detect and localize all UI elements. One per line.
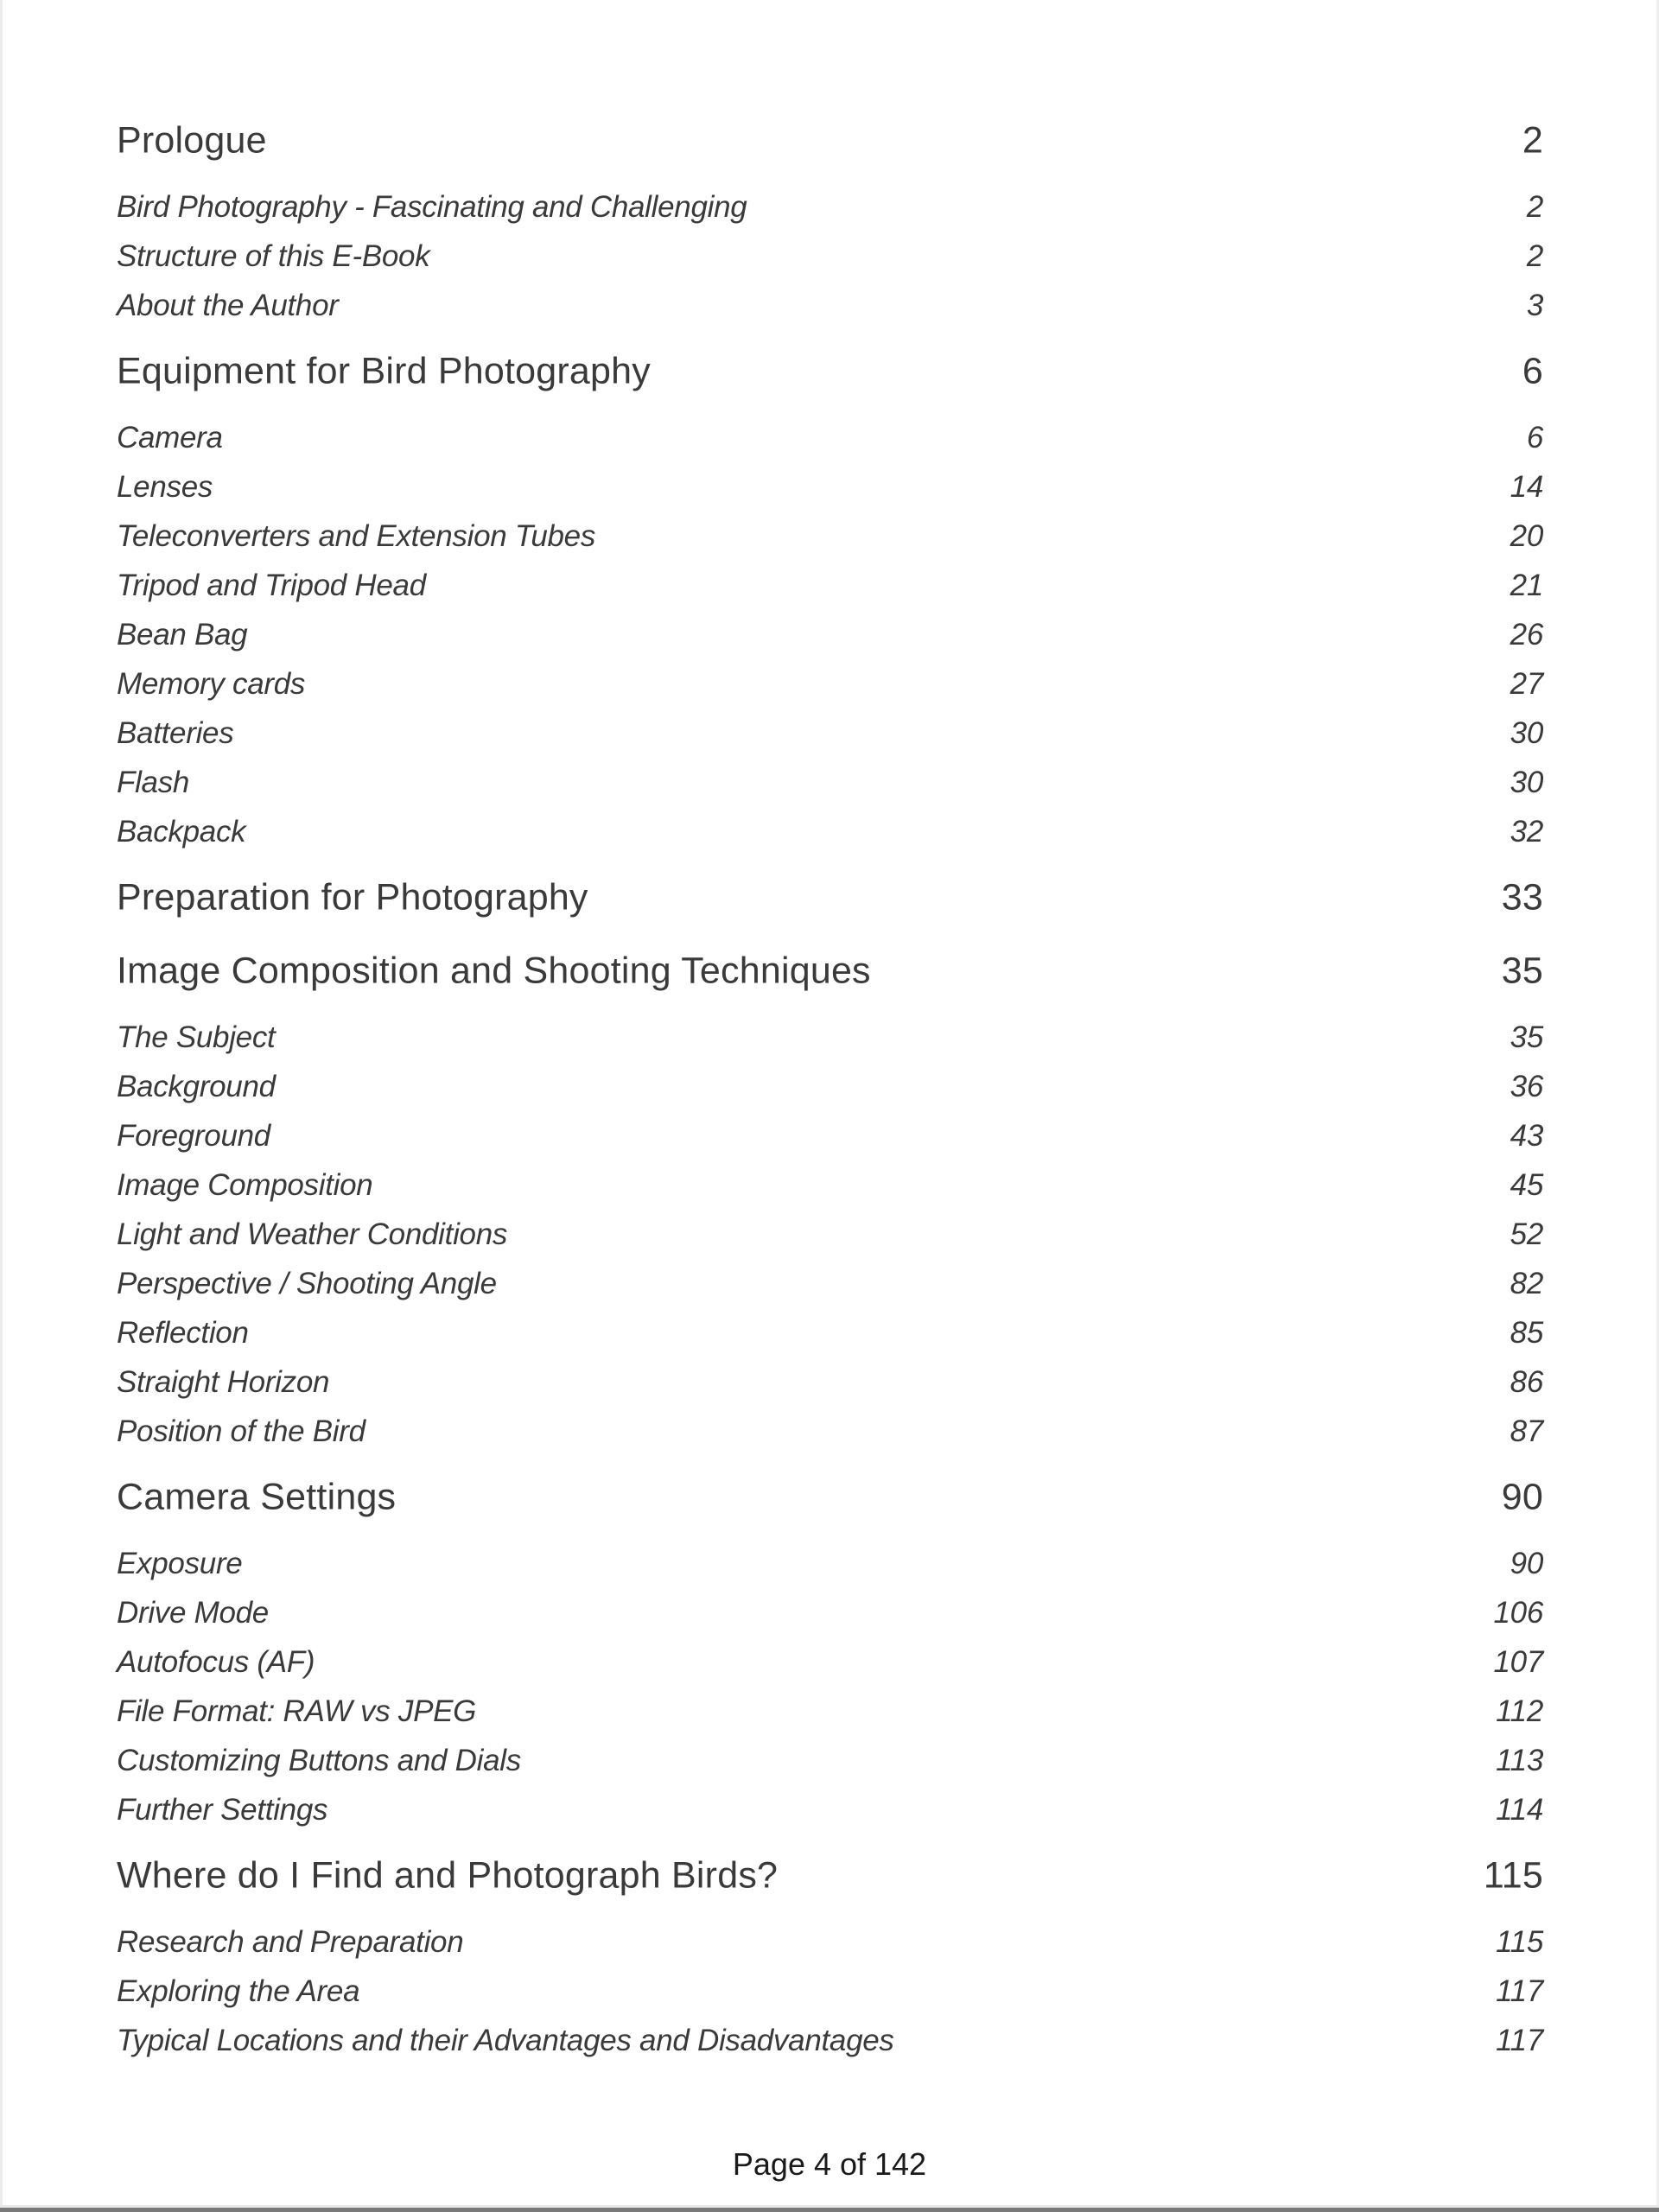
- toc-section-entry[interactable]: [117, 2024, 1543, 2058]
- toc-entry-page-number: 32: [1510, 815, 1543, 849]
- toc-section-entry[interactable]: [117, 569, 1543, 603]
- page-left-edge: [0, 0, 3, 2212]
- toc-entry-page-number: 26: [1510, 618, 1543, 652]
- toc-entry-title: Lenses: [117, 470, 213, 504]
- toc-entry-title: Reflection: [117, 1316, 249, 1350]
- toc-section-entry[interactable]: [117, 1925, 1543, 1960]
- toc-entry-page-number: 115: [1496, 1925, 1543, 1959]
- toc-entry-title: Foreground: [117, 1119, 270, 1153]
- toc-section-entry[interactable]: [117, 716, 1543, 751]
- toc-section-entry[interactable]: [117, 1316, 1543, 1351]
- toc-entry-page-number: 36: [1510, 1070, 1543, 1103]
- page-indicator: Page 4 of 142: [732, 2146, 927, 2182]
- toc-section-entry[interactable]: [117, 421, 1543, 455]
- toc-section-entry[interactable]: [117, 1414, 1543, 1449]
- toc-section-entry[interactable]: [117, 1267, 1543, 1301]
- toc-entry-page-number: 2: [1526, 190, 1543, 224]
- toc-entry-title: Camera: [117, 421, 223, 454]
- toc-section-entry[interactable]: [117, 618, 1543, 652]
- toc-entry-page-number: 35: [1501, 950, 1543, 992]
- toc-entry-page-number: 115: [1483, 1854, 1543, 1897]
- toc-entry-page-number: 30: [1510, 766, 1543, 799]
- toc-entry-page-number: 21: [1510, 569, 1543, 602]
- toc-entry-page-number: 43: [1510, 1119, 1543, 1153]
- toc-chapter-entry[interactable]: [117, 120, 1543, 162]
- toc-entry-page-number: 33: [1501, 876, 1543, 918]
- toc-chapter-entry[interactable]: [117, 877, 1543, 919]
- toc-entry-title: Memory cards: [117, 667, 306, 701]
- toc-section-entry[interactable]: [117, 1645, 1543, 1680]
- toc-entry-title: Image Composition and Shooting Techniques: [117, 950, 871, 992]
- toc-entry-page-number: 82: [1510, 1267, 1543, 1300]
- toc-section-entry[interactable]: [117, 1974, 1543, 2009]
- toc-entry-title: Teleconverters and Extension Tubes: [117, 519, 596, 553]
- toc-entry-title: Bean Bag: [117, 618, 248, 652]
- toc-section-entry[interactable]: [117, 1547, 1543, 1581]
- toc-entry-title: Light and Weather Conditions: [117, 1217, 508, 1251]
- toc-section-entry[interactable]: [117, 667, 1543, 702]
- toc-entry-page-number: 52: [1510, 1217, 1543, 1251]
- toc-entry-page-number: 113: [1496, 1744, 1543, 1777]
- toc-section-entry[interactable]: [117, 1744, 1543, 1778]
- toc-entry-title: Backpack: [117, 815, 246, 849]
- toc-entry-title: Tripod and Tripod Head: [117, 569, 426, 602]
- toc-entry-page-number: 3: [1526, 289, 1543, 322]
- toc-entry-title: Exploring the Area: [117, 1974, 360, 2008]
- toc-entry-title: Bird Photography - Fascinating and Challenging: [117, 190, 747, 224]
- toc-section-entry[interactable]: [117, 766, 1543, 800]
- toc-entry-page-number: 35: [1510, 1020, 1543, 1054]
- toc-entry-title: Perspective / Shooting Angle: [117, 1267, 497, 1300]
- toc-entry-page-number: 45: [1510, 1168, 1543, 1202]
- toc-entry-title: Background: [117, 1070, 276, 1103]
- toc-entry-title: Batteries: [117, 716, 234, 750]
- toc-entry-page-number: 114: [1496, 1793, 1543, 1827]
- toc-entry-page-number: 86: [1510, 1365, 1543, 1399]
- toc-entry-page-number: 112: [1496, 1694, 1543, 1728]
- toc-entry-page-number: 90: [1510, 1547, 1543, 1580]
- toc-section-entry[interactable]: [117, 1168, 1543, 1203]
- toc-entry-page-number: 6: [1522, 350, 1543, 392]
- toc-chapter-entry[interactable]: [117, 1855, 1543, 1897]
- toc-entry-title: Position of the Bird: [117, 1414, 365, 1448]
- toc-section-entry[interactable]: [117, 815, 1543, 849]
- toc-entry-title: Prologue: [117, 119, 267, 162]
- toc-entry-title: Flash: [117, 766, 190, 799]
- toc-section-entry[interactable]: [117, 239, 1543, 274]
- toc-section-entry[interactable]: [117, 1070, 1543, 1104]
- toc-section-entry[interactable]: [117, 190, 1543, 225]
- toc-chapter-entry[interactable]: [117, 950, 1543, 993]
- toc-entry-title: Research and Preparation: [117, 1925, 464, 1959]
- toc-entry-title: About the Author: [117, 289, 339, 322]
- toc-chapter-entry[interactable]: [117, 351, 1543, 393]
- toc-entry-title: Preparation for Photography: [117, 876, 588, 918]
- toc-section-entry[interactable]: [117, 289, 1543, 323]
- toc-section-entry[interactable]: [117, 1020, 1543, 1055]
- toc-entry-page-number: 2: [1522, 119, 1543, 162]
- toc-chapter-entry[interactable]: [117, 1477, 1543, 1519]
- toc-section-entry[interactable]: [117, 1119, 1543, 1154]
- toc-entry-page-number: 14: [1510, 470, 1543, 504]
- toc-entry-page-number: 27: [1510, 667, 1543, 701]
- toc-entry-title: Further Settings: [117, 1793, 328, 1827]
- toc-entry-title: Exposure: [117, 1547, 243, 1580]
- toc-entry-title: Equipment for Bird Photography: [117, 350, 651, 392]
- toc-entry-page-number: 2: [1526, 239, 1543, 273]
- toc-entry-page-number: 117: [1496, 2024, 1543, 2057]
- toc-entry-page-number: 20: [1510, 519, 1543, 553]
- toc-section-entry[interactable]: [117, 470, 1543, 505]
- toc-entry-title: Image Composition: [117, 1168, 373, 1202]
- toc-entry-page-number: 90: [1501, 1476, 1543, 1518]
- toc-entry-title: The Subject: [117, 1020, 276, 1054]
- toc-entry-title: Straight Horizon: [117, 1365, 330, 1399]
- toc-entry-title: File Format: RAW vs JPEG: [117, 1694, 477, 1728]
- toc-entry-title: Camera Settings: [117, 1476, 397, 1518]
- toc-entry-page-number: 6: [1526, 421, 1543, 454]
- bottom-bar: [0, 2208, 1659, 2212]
- toc-entry-page-number: 117: [1496, 1974, 1543, 2008]
- toc-section-entry[interactable]: [117, 1793, 1543, 1827]
- toc-entry-title: Where do I Find and Photograph Birds?: [117, 1854, 779, 1897]
- toc-entry-page-number: 85: [1510, 1316, 1543, 1350]
- toc-entry-page-number: 106: [1493, 1596, 1543, 1630]
- toc-entry-page-number: 107: [1493, 1645, 1543, 1679]
- toc-section-entry[interactable]: [117, 1694, 1543, 1729]
- toc-entry-title: Customizing Buttons and Dials: [117, 1744, 521, 1777]
- toc-entry-title: Autofocus (AF): [117, 1645, 315, 1679]
- toc-section-entry[interactable]: [117, 1596, 1543, 1630]
- toc-section-entry[interactable]: [117, 519, 1543, 554]
- toc-entry-title: Typical Locations and their Advantages and Disadvantages: [117, 2024, 894, 2057]
- toc-section-entry[interactable]: [117, 1217, 1543, 1252]
- toc-entry-page-number: 30: [1510, 716, 1543, 750]
- toc-section-entry[interactable]: [117, 1365, 1543, 1400]
- toc-entry-title: Structure of this E-Book: [117, 239, 430, 273]
- toc-entry-title: Drive Mode: [117, 1596, 269, 1630]
- toc-entry-page-number: 87: [1510, 1414, 1543, 1448]
